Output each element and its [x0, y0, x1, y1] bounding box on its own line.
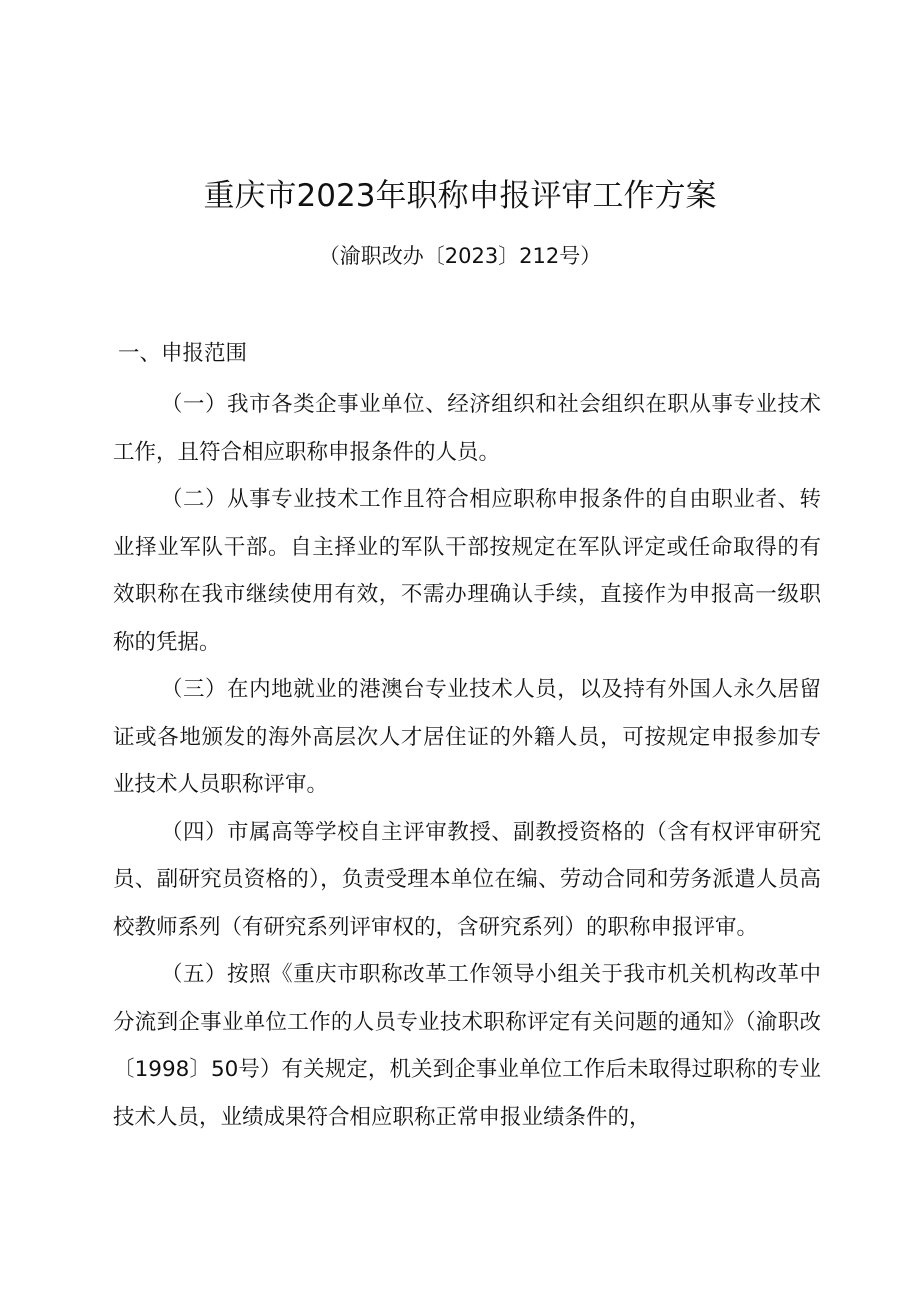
paragraph-item-2: （二）从事专业技术工作且符合相应职称申报条件的自由职业者、转业择业军队干部。自主择业的军队干部按规定在军队评定或任命取得的有效职称在我市继续使用有效，不需办理确认手续，直接作为申报高一级职称的凭据。: [113, 487, 821, 655]
section-body: [113, 381, 821, 1141]
paragraph-item-5: （五）按照《重庆市职称改革工作领导小组关于我市机关机构改革中分流到企事业单位工作的人员专业技术职称评定有关问题的通知》（渝职改〔1998〕50号）有关规定，机关到企事业单位工作后未取得过职称的专业技术人员，业绩成果符合相应职称正常申报业绩条件的，: [113, 962, 821, 1130]
section-heading-scope: 一、申报范围: [118, 341, 248, 366]
paragraph-item-1: （一）我市各类企事业单位、经济组织和社会组织在职从事专业技术工作，且符合相应职称申报条件的人员。: [113, 392, 821, 465]
document-number: （渝职改办〔2023〕212号）: [318, 244, 602, 268]
paragraph-item-4: （四）市属高等学校自主评审教授、副教授资格的（含有权评审研究员、副研究员资格的），负责受理本单位在编、劳动合同和劳务派遣人员高校教师系列（有研究系列评审权的，含研究系列）的职称申报评审。: [113, 819, 821, 940]
paragraph-item-3: （三）在内地就业的港澳台专业技术人员，以及持有外国人永久居留证或各地颁发的海外高层次人才居住证的外籍人员，可按规定申报参加专业技术人员职称评审。: [113, 677, 821, 797]
document-title: 重庆市2023年职称申报评审工作方案: [203, 178, 717, 214]
